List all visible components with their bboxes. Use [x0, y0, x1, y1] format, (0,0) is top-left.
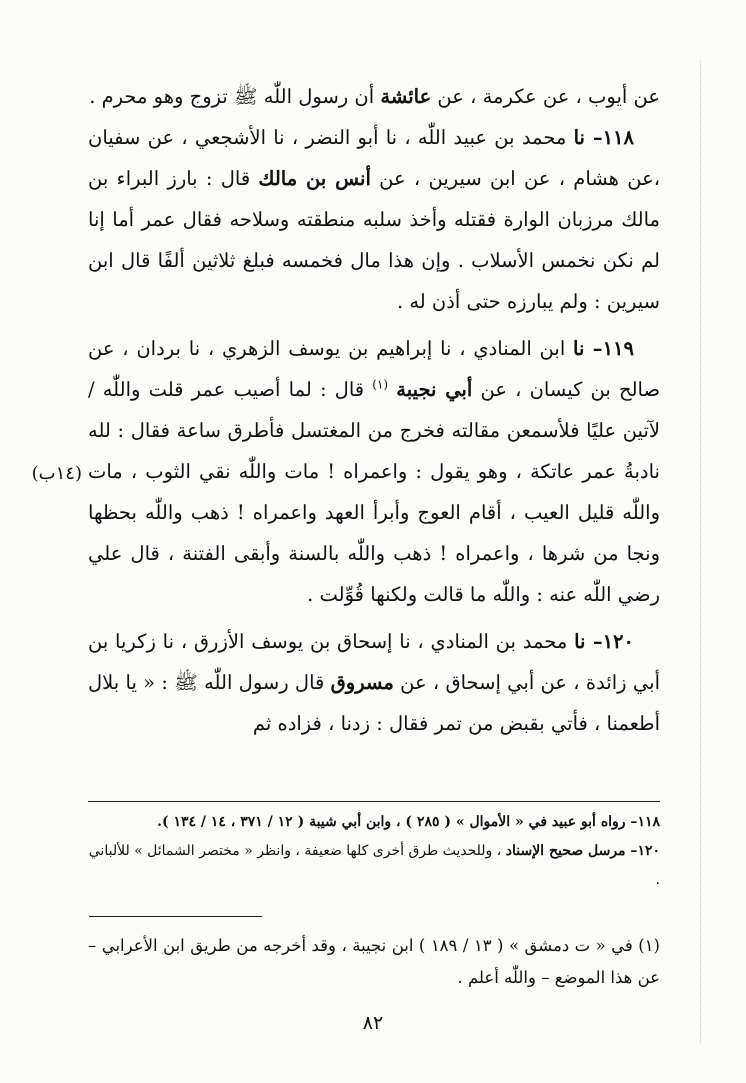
takhrij-notes — [88, 808, 660, 895]
hadith-118: ١١٨– نا محمد بن عبيد اللّٰه ، نا أبو النضر ، نا الأشجعي ، عن سفيان ،عن هشام ، عن ابن سيرين ، عن أنس بن مالك قال : بارز البراء بن مالك مرزبان الوارة فقتله وأخذ سلبه منطقته وسلاحه فقال عمر أما إنا لم نكن نخمس الأسلاب . وإن هذا مال فخمسه فبلغ ثلاثين ألفًا قال ابن سيرين : ولم يبارزه حتى أذن له . — [88, 126, 661, 313]
page-number: ٨٢ — [362, 1012, 384, 1034]
footnote — [88, 930, 660, 994]
narrator-name: أنس بن مالك — [258, 167, 371, 190]
manuscript-folio-marker: (١٤ب) — [31, 463, 82, 484]
hadith-119: ١١٩– نا ابن المنادي ، نا إبراهيم بن يوسف الزهري ، نا بردان ، عن صالح بن كيسان ، عن أبي نجيبة $^{(١)}$ قال : لما أصيب عمر قلت واللّٰه / لآتين عليًا فلأسمعن مقالته فخرج من المغتسل فأطرق ساعة فقال : لله نادبةُ عمر عاتكة ، وهو يقول : واعمراه ! مات واللّٰه نقي الثوب ، مات واللّٰه قليل العيب ، أقام العوج وأبرأ العهد واعمراه ! ذهب واللّٰه بحظها ونجا من شرها ، واعمراه ! ذهب واللّٰه بالسنة وأبقى الفتنة ، قال علي رضي اللّٰه عنه : واللّٰه ما قالت ولكنها قُوِّلت . — [88, 337, 661, 606]
hadith-number: ١١٩– نا — [573, 337, 634, 360]
footnote-text: (١) في « ت دمشق » ( ١٣ / ١٨٩ ) ابن نجيبة ، وقد أخرجه من طريق ابن الأعرابي – عن هذا الموضع – واللّٰه أعلم . — [88, 936, 660, 987]
hadith-number: ١١٨– نا — [573, 126, 634, 149]
narrator-name: أبي نجيبة — [396, 378, 473, 401]
footnote-divider — [89, 916, 262, 917]
hadith-120: ١٢٠– نا محمد بن المنادي ، نا إسحاق بن يوسف الأزرق ، نا زكريا بن أبي زائدة ، عن أبي إسحاق ، عن مسروق قال رسول اللّٰه ﷺ : « يا بلال أطعمنا ، فأتي بقبض من تمر فقال : زدنا ، فزاده ثم — [88, 630, 660, 735]
note-118: ١١٨– رواه أبو عبيد في « الأموال » ( ٢٨٥ ) ، وابن أبي شيبة ( ١٢ / ٣٧١ ، ١٤ / ١٣٤ ). — [157, 814, 660, 830]
note-120: ١٢٠– مرسل صحيح الإسناد ، وللحديث طرق أخرى كلها ضعيفة ، وانظر « مختصر الشمائل » للألباني . — [88, 843, 660, 888]
notes-divider — [88, 801, 660, 802]
main-text — [88, 76, 660, 744]
page-edge-shadow — [700, 60, 701, 1043]
hadith-number: ١٢٠– نا — [574, 630, 634, 653]
narrator-name: مسروق — [330, 671, 394, 694]
footnote-reference: (١) — [372, 377, 389, 392]
paragraph-continuation: عن أيوب ، عن عكرمة ، عن عائشة أن رسول اللّٰه ﷺ تزوج وهو محرم . — [89, 85, 660, 108]
narrator-name: عائشة — [380, 85, 432, 108]
